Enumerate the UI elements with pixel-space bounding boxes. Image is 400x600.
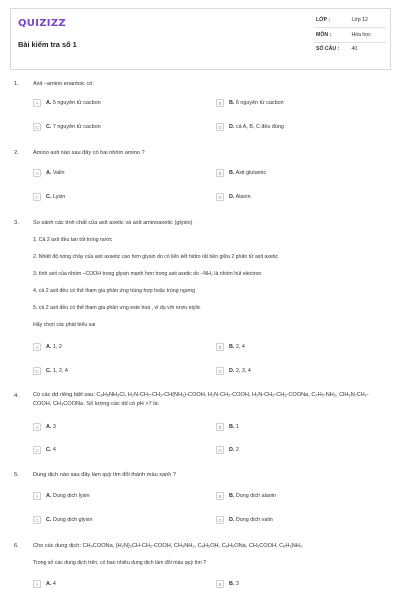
option-text: Valin xyxy=(52,170,65,176)
option-a[interactable] xyxy=(33,491,89,501)
option-key-box: B xyxy=(216,580,224,588)
option-letter: C. xyxy=(46,368,52,374)
question-text: Cho các dung dịch: CH₃COONa, (H₂N)₂CH-CH₂-COOH, CH₃NH₂, C₆H₅OH, C₆H₅ONa, CH₃COOH, C₆H₅NH₂. xyxy=(33,543,304,549)
option-b[interactable] xyxy=(216,342,245,352)
option-c[interactable] xyxy=(33,445,56,455)
statement: Hãy chọn các phát biểu sai xyxy=(33,322,96,328)
option-letter: D. xyxy=(229,194,235,200)
option-letter: D. xyxy=(229,447,235,453)
option-c[interactable] xyxy=(33,515,92,525)
option-text: 6 nguyên tử cacbon xyxy=(235,100,284,106)
option-letter: D. xyxy=(229,124,235,130)
statement: 1. Cả 2 axit đều tan tốt trong nước xyxy=(33,237,113,243)
option-text: Dung dịch lysin xyxy=(52,493,90,499)
question-number: 6. xyxy=(14,543,19,549)
option-text: Alanin xyxy=(235,194,251,200)
quiz-title: Bài kiểm tra số 1 xyxy=(18,40,77,49)
option-key-box: A xyxy=(33,99,41,107)
meta-label: SỐ CÂU : xyxy=(316,46,340,52)
option-key-box: A xyxy=(33,343,41,351)
option-letter: A. xyxy=(46,493,52,499)
option-b[interactable] xyxy=(216,98,284,108)
option-key-box: B xyxy=(216,169,224,177)
question-text: Axit –amino enantoic có: xyxy=(33,81,94,87)
meta-value: 40 xyxy=(351,46,358,52)
question-number: 4. xyxy=(14,393,19,399)
option-text: 1, 2, 4 xyxy=(52,368,68,374)
option-letter: A. xyxy=(46,581,52,587)
meta-subject xyxy=(316,32,371,38)
option-text: Lysin xyxy=(52,194,66,200)
option-letter: C. xyxy=(46,194,52,200)
question-text: So sánh các tính chất của axit axetic và axit aminoaxetic (glysin) xyxy=(33,220,193,226)
option-d[interactable] xyxy=(216,122,284,132)
option-b[interactable] xyxy=(216,168,266,178)
option-letter: B. xyxy=(229,581,235,587)
question-number: 3. xyxy=(14,220,19,226)
option-key-box: D xyxy=(216,123,224,131)
option-c[interactable] xyxy=(33,192,65,202)
option-key-box: B xyxy=(216,423,224,431)
option-key-box: C xyxy=(33,516,41,524)
meta-value: Lớp 12 xyxy=(351,17,368,23)
option-letter: B. xyxy=(229,100,235,106)
option-letter: C. xyxy=(46,124,52,130)
question-number: 2. xyxy=(14,150,19,156)
meta-label: LỚP : xyxy=(316,17,331,23)
option-key-box: C xyxy=(33,123,41,131)
option-letter: B. xyxy=(229,424,235,430)
statement: 2. Nhiệt độ nóng chảy của axit axsetic cao hơn glysin do có liên kết hidro rất bền giữa 2 phân tử axit axetic xyxy=(33,254,279,260)
divider xyxy=(314,42,386,43)
option-letter: A. xyxy=(46,170,52,176)
option-key-box: C xyxy=(33,446,41,454)
option-text: 1 xyxy=(235,424,239,430)
option-key-box: A xyxy=(33,580,41,588)
option-text: 2, 4 xyxy=(235,344,245,350)
option-text: cả A, B, C đều đúng xyxy=(235,124,284,130)
option-key-box: D xyxy=(216,516,224,524)
option-letter: C. xyxy=(46,447,52,453)
option-a[interactable] xyxy=(33,422,56,432)
option-text: Dung dịch glyxin xyxy=(52,517,93,523)
option-text: Axit glutamic xyxy=(235,170,267,176)
statement: 3. tính axit của nhóm –COOH trong glysin mạnh hơn trong axit axetic do –NH₂ là nhóm hút electron xyxy=(33,271,262,277)
option-text: 1, 2 xyxy=(52,344,62,350)
option-a[interactable] xyxy=(33,168,65,178)
option-letter: A. xyxy=(46,100,52,106)
meta-question-count xyxy=(316,46,357,52)
option-text: 4 xyxy=(52,447,56,453)
option-a[interactable] xyxy=(33,579,56,589)
option-d[interactable] xyxy=(216,445,239,455)
option-text: 3 xyxy=(52,424,56,430)
option-key-box: D xyxy=(216,446,224,454)
meta-class xyxy=(316,17,368,23)
option-letter: A. xyxy=(46,344,52,350)
option-text: 4 xyxy=(52,581,56,587)
option-key-box: B xyxy=(216,99,224,107)
option-text: 2 xyxy=(235,447,239,453)
option-d[interactable] xyxy=(216,366,251,376)
meta-value: Hóa học xyxy=(351,32,371,38)
option-letter: B. xyxy=(229,493,235,499)
option-key-box: A xyxy=(33,492,41,500)
quizizz-logo: QUIZIZZ xyxy=(18,18,66,29)
option-b[interactable] xyxy=(216,491,276,501)
option-text: Dung dịch alanin xyxy=(235,493,277,499)
option-d[interactable] xyxy=(216,515,273,525)
option-a[interactable] xyxy=(33,98,101,108)
question-number: 5. xyxy=(14,472,19,478)
option-text: 5 nguyên tử cacbon xyxy=(52,100,101,106)
option-letter: C. xyxy=(46,517,52,523)
divider xyxy=(314,27,386,28)
option-a[interactable] xyxy=(33,342,62,352)
option-text: 7 nguyên tử cacbon xyxy=(52,124,101,130)
option-key-box: B xyxy=(216,492,224,500)
option-b[interactable] xyxy=(216,579,239,589)
option-text: Dung dịch valin xyxy=(235,517,273,523)
option-c[interactable] xyxy=(33,122,101,132)
option-d[interactable] xyxy=(216,192,251,202)
option-key-box: C xyxy=(33,193,41,201)
option-key-box: D xyxy=(216,367,224,375)
option-text: 3 xyxy=(235,581,239,587)
question-text: Có các dd riêng biệt sau: C₆H₅NH₃Cl, H₂N-CH₂-CH₂-CH(NH₂)-COOH, H₂N-CH₂-COOH, H₂N-CH₂-CH₂-COONa, C₂H₅-NH₂, ClH₃N-CH₂-COOH, CH₃COONa. Số lượng các dd có pH >7 là: xyxy=(33,392,369,407)
option-key-box: A xyxy=(33,169,41,177)
option-key-box: C xyxy=(33,367,41,375)
meta-label: MÔN : xyxy=(316,32,332,38)
statement: 5. cả 2 axit đều có thể tham gia phản ưng este hoá , ví dụ với rượu etylic xyxy=(33,305,201,311)
option-key-box: A xyxy=(33,423,41,431)
question-text: Amino axit nào sau đây có hai nhóm amino ? xyxy=(33,150,145,156)
statement: 4. cả 2 axit đều có thể tham gia phản ứng trùng hợp hoặc trùng ngưng xyxy=(33,288,196,294)
option-key-box: B xyxy=(216,343,224,351)
option-letter: B. xyxy=(229,170,235,176)
option-text: 2, 3, 4 xyxy=(235,368,251,374)
option-key-box: D xyxy=(216,193,224,201)
option-letter: D. xyxy=(229,517,235,523)
option-letter: B. xyxy=(229,344,235,350)
option-b[interactable] xyxy=(216,422,239,432)
option-c[interactable] xyxy=(33,366,68,376)
option-letter: A. xyxy=(46,424,52,430)
question-text: Dung dịch nào sau đây làm quỳ tím đổi thành màu xanh ? xyxy=(33,472,177,478)
question-number: 1. xyxy=(14,81,19,87)
option-letter: D. xyxy=(229,368,235,374)
statement: Trong số các dung dịch trên, có bao nhiêu dung dịch làm đổi màu quỳ tím ? xyxy=(33,560,207,566)
